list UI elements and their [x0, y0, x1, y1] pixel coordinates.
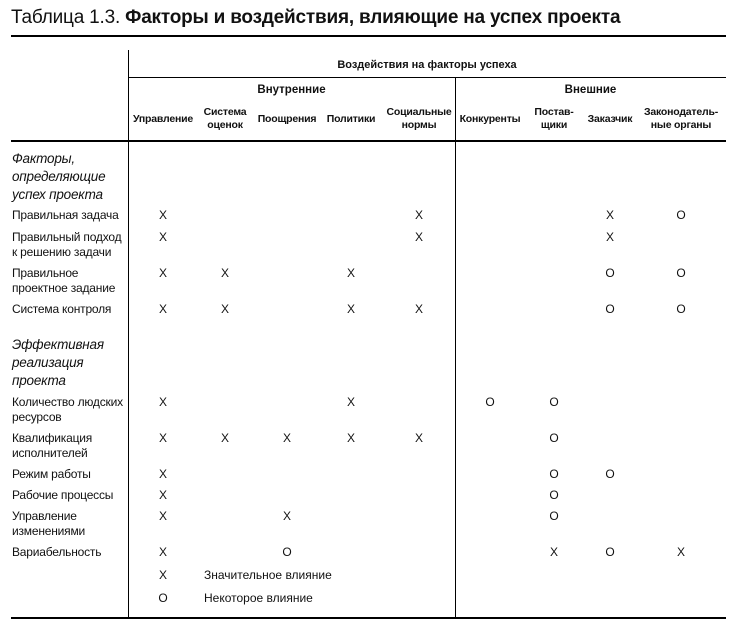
- row-label-line: к решению задачи: [12, 245, 112, 259]
- strong-influence-mark: X: [158, 431, 167, 445]
- column-header-line: нормы: [401, 119, 437, 131]
- group-divider: [455, 77, 456, 618]
- row-label-line: Вариабельность: [12, 545, 102, 559]
- table-title: [11, 7, 620, 29]
- some-influence-mark: O: [549, 431, 559, 445]
- strong-influence-mark: X: [414, 431, 423, 445]
- row-label-line: Рабочие процессы: [12, 488, 114, 502]
- column-header-line: щики: [540, 119, 568, 131]
- row-label-line: изменениями: [12, 524, 86, 538]
- column-header-customer: [570, 113, 650, 126]
- some-influence-mark: O: [605, 545, 615, 559]
- row-label: [12, 266, 115, 296]
- strong-influence-mark: X: [282, 431, 291, 445]
- row-label: [12, 208, 119, 223]
- row-label-line: ресурсов: [12, 410, 62, 424]
- strong-influence-mark: X: [220, 266, 229, 280]
- legend-symbol: O: [158, 591, 168, 605]
- strong-influence-mark: X: [158, 509, 167, 523]
- strong-influence-mark: X: [158, 395, 167, 409]
- strong-influence-mark: X: [549, 545, 558, 559]
- column-header-line: Постав-: [534, 106, 574, 118]
- row-label: [12, 509, 85, 539]
- some-influence-mark: O: [549, 395, 559, 409]
- column-header-line: Поощрения: [257, 113, 317, 125]
- section-title-line: реализация: [12, 355, 84, 370]
- column-header-legislators: [641, 106, 721, 132]
- row-label-line: Система контроля: [12, 302, 112, 316]
- row-label: [12, 395, 123, 425]
- strong-influence-mark: X: [414, 302, 423, 316]
- legend-symbol: X: [158, 568, 167, 582]
- some-influence-mark: O: [605, 302, 615, 316]
- strong-influence-mark: X: [220, 302, 229, 316]
- row-label: [12, 302, 111, 317]
- legend-text: Некоторое влияние: [204, 591, 313, 605]
- strong-influence-mark: X: [158, 467, 167, 481]
- row-label-line: Количество людских: [12, 395, 123, 409]
- strong-influence-mark: X: [220, 431, 229, 445]
- some-influence-mark: O: [549, 509, 559, 523]
- row-label-line: проектное задание: [12, 281, 116, 295]
- strong-influence-mark: X: [346, 395, 355, 409]
- super-header: Воздействия на факторы успеха: [337, 59, 517, 71]
- group-internal: Внутренние: [257, 84, 326, 96]
- row-label: [12, 230, 121, 260]
- strong-influence-mark: X: [158, 545, 167, 559]
- column-header-line: Управление: [132, 113, 194, 125]
- some-influence-mark: O: [676, 208, 686, 222]
- strong-influence-mark: X: [676, 545, 685, 559]
- column-header-line: ные органы: [650, 119, 712, 131]
- some-influence-mark: O: [549, 488, 559, 502]
- column-header-line: Заказчик: [587, 113, 633, 125]
- section-title-line: Факторы,: [12, 151, 75, 166]
- row-label-line: Правильный подход: [12, 230, 122, 244]
- column-header-line: Конкуренты: [459, 113, 521, 125]
- section-title-line: проекта: [12, 373, 66, 388]
- row-label-line: Правильная задача: [12, 208, 119, 222]
- row-label: [12, 488, 113, 503]
- section-title: [12, 150, 105, 204]
- strong-influence-mark: X: [158, 266, 167, 280]
- header-bottom-rule: [11, 140, 726, 142]
- row-label: [12, 545, 101, 560]
- strong-influence-mark: X: [158, 302, 167, 316]
- column-header-line: оценок: [207, 119, 243, 131]
- group-external: Внешние: [564, 84, 617, 96]
- some-influence-mark: O: [676, 302, 686, 316]
- some-influence-mark: O: [282, 545, 292, 559]
- row-label-line: Квалификация: [12, 431, 93, 445]
- strong-influence-mark: X: [346, 266, 355, 280]
- strong-influence-mark: X: [346, 302, 355, 316]
- bottom-rule: [11, 617, 726, 619]
- some-influence-mark: O: [605, 266, 615, 280]
- row-label: [12, 467, 91, 482]
- section-title-line: определяющие: [12, 169, 106, 184]
- row-label-line: Режим работы: [12, 467, 91, 481]
- strong-influence-mark: X: [605, 208, 614, 222]
- column-header-line: Социальные: [386, 106, 452, 118]
- super-header-rule: [128, 77, 726, 78]
- some-influence-mark: O: [549, 467, 559, 481]
- section-title-line: успех проекта: [12, 187, 103, 202]
- top-rule: [11, 35, 726, 37]
- strong-influence-mark: X: [282, 509, 291, 523]
- row-label-line: Управление: [12, 509, 77, 523]
- some-influence-mark: O: [605, 467, 615, 481]
- table-title-text: Факторы и воздействия, влияющие на успех проекта: [125, 7, 621, 28]
- strong-influence-mark: X: [605, 230, 614, 244]
- row-label-line: Правильное: [12, 266, 79, 280]
- strong-influence-mark: X: [414, 208, 423, 222]
- strong-influence-mark: X: [158, 208, 167, 222]
- stub-column-divider: [128, 50, 129, 618]
- strong-influence-mark: X: [158, 488, 167, 502]
- column-header-line: Политики: [326, 113, 376, 125]
- strong-influence-mark: X: [414, 230, 423, 244]
- strong-influence-mark: X: [158, 230, 167, 244]
- strong-influence-mark: X: [346, 431, 355, 445]
- section-title-line: Эффективная: [12, 337, 104, 352]
- some-influence-mark: O: [676, 266, 686, 280]
- table-number: Таблица 1.3.: [11, 7, 121, 28]
- row-label-line: исполнителей: [12, 446, 88, 460]
- some-influence-mark: O: [485, 395, 495, 409]
- column-header-line: Законодатель-: [643, 106, 719, 118]
- column-header-social-norms: [379, 106, 459, 132]
- legend-text: Значительное влияние: [204, 568, 332, 582]
- row-label: [12, 431, 92, 461]
- column-header-line: Система: [203, 106, 247, 118]
- section-title: [12, 336, 104, 390]
